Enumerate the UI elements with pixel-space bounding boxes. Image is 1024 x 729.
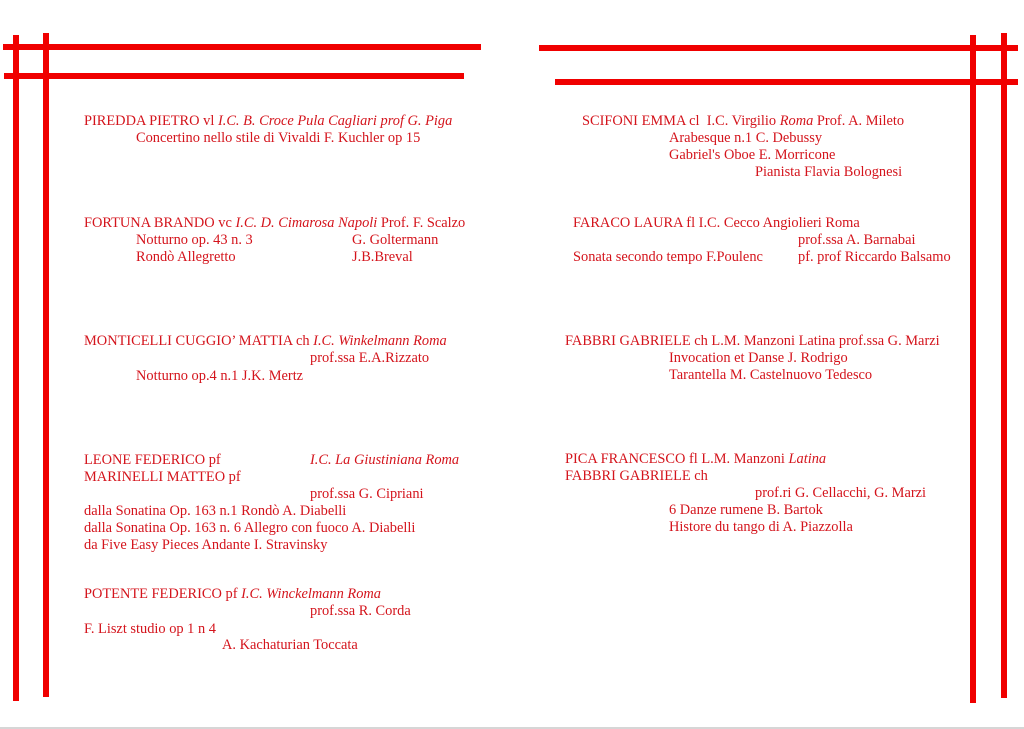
- frame-left-vertical-outer: [13, 35, 19, 701]
- performer-line: [565, 451, 826, 468]
- teacher-name: prof.ssa R. Corda: [310, 603, 411, 619]
- frame-left-horizontal-lower: [4, 73, 464, 79]
- performer-name: FABBRI GABRIELE ch: [565, 468, 708, 484]
- piece-line: Arabesque n.1 C. Debussy: [669, 130, 823, 146]
- performer-name: MONTICELLI CUGGIO’ MATTIA ch: [84, 333, 310, 349]
- teacher-name: prof.ssa A. Barnabai: [798, 232, 916, 248]
- frame-right-vertical-outer: [1001, 33, 1007, 698]
- school-name: I.C. La Giustiniana Roma: [310, 452, 460, 468]
- school-name: I.C. D. Cimarosa Napoli: [235, 215, 378, 231]
- frame-right-horizontal-top: [539, 45, 1018, 51]
- performer-name: POTENTE FEDERICO pf: [84, 586, 238, 602]
- piece-line: Tarantella M. Castelnuovo Tedesco: [669, 367, 873, 383]
- piece-line: Invocation et Danse J. Rodrigo: [669, 350, 848, 366]
- performer-line: [84, 586, 381, 603]
- performer-name: FORTUNA BRANDO vc: [84, 215, 232, 231]
- piece-title: Rondò Allegretto: [136, 249, 236, 265]
- piece-line: da Five Easy Pieces Andante I. Stravinsky: [84, 537, 328, 553]
- piece-composer: J.B.Breval: [352, 249, 413, 265]
- performer-line: [84, 333, 447, 350]
- teacher-name: prof.ssa G. Cipriani: [310, 486, 424, 502]
- piece-line: F. Liszt studio op 1 n 4: [84, 621, 216, 637]
- frame-left-horizontal-top: [3, 44, 481, 50]
- piece-line: Histore du tango di A. Piazzolla: [669, 519, 853, 535]
- school-name: I.C. Winckelmann Roma: [241, 586, 381, 602]
- teacher-name: prof.ssa E.A.Rizzato: [310, 350, 430, 366]
- piece-line: Gabriel's Oboe E. Morricone: [669, 147, 836, 163]
- performer-line: [582, 113, 904, 130]
- performer-line: FARACO LAURA fl I.C. Cecco Angiolieri Roma: [573, 215, 860, 231]
- piece-line: dalla Sonatina Op. 163 n. 6 Allegro con fuoco A. Diabelli: [84, 520, 416, 536]
- performer-line: [84, 113, 452, 130]
- teacher-name: Prof. F. Scalzo: [380, 215, 466, 231]
- school-city: Latina: [788, 451, 827, 467]
- piece-line: dalla Sonatina Op. 163 n.1 Rondò A. Diabelli: [84, 503, 347, 519]
- school-name: I.C. Winkelmann Roma: [313, 333, 447, 349]
- frame-right-horizontal-lower: [555, 79, 1018, 85]
- performer-line: [84, 215, 465, 232]
- pianist-line: pf. prof Riccardo Balsamo: [798, 249, 951, 265]
- piece-line: A. Kachaturian Toccata: [222, 637, 358, 653]
- performer-name: PICA FRANCESCO fl L.M. Manzoni: [565, 451, 785, 467]
- pianist-line: Pianista Flavia Bolognesi: [755, 164, 903, 180]
- piece-title: Notturno op. 43 n. 3: [136, 232, 253, 248]
- frame-left-vertical-inner: [43, 33, 49, 697]
- performer-name: MARINELLI MATTEO pf: [84, 469, 241, 485]
- piece-line: 6 Danze rumene B. Bartok: [669, 502, 823, 518]
- frame-right-vertical-inner: [970, 35, 976, 703]
- school-name: I.C. Virgilio: [706, 113, 777, 129]
- piece-line: Sonata secondo tempo F.Poulenc: [573, 249, 763, 265]
- performer-name: SCIFONI EMMA cl: [582, 113, 700, 129]
- piece-line: Notturno op.4 n.1 J.K. Mertz: [136, 368, 304, 384]
- school-name: I.C. B. Croce Pula Cagliari prof G. Piga: [217, 113, 453, 129]
- piece-composer: G. Goltermann: [352, 232, 439, 248]
- performer-name: PIREDDA PIETRO vl: [84, 113, 215, 129]
- school-city: Roma: [779, 113, 814, 129]
- performer-name: LEONE FEDERICO pf: [84, 452, 221, 468]
- performer-line: FABBRI GABRIELE ch L.M. Manzoni Latina prof.ssa G. Marzi: [565, 333, 940, 349]
- teacher-name: prof.ri G. Cellacchi, G. Marzi: [755, 485, 927, 501]
- teacher-name: Prof. A. Mileto: [816, 113, 905, 129]
- piece-line: Concertino nello stile di Vivaldi F. Kuchler op 15: [136, 130, 421, 146]
